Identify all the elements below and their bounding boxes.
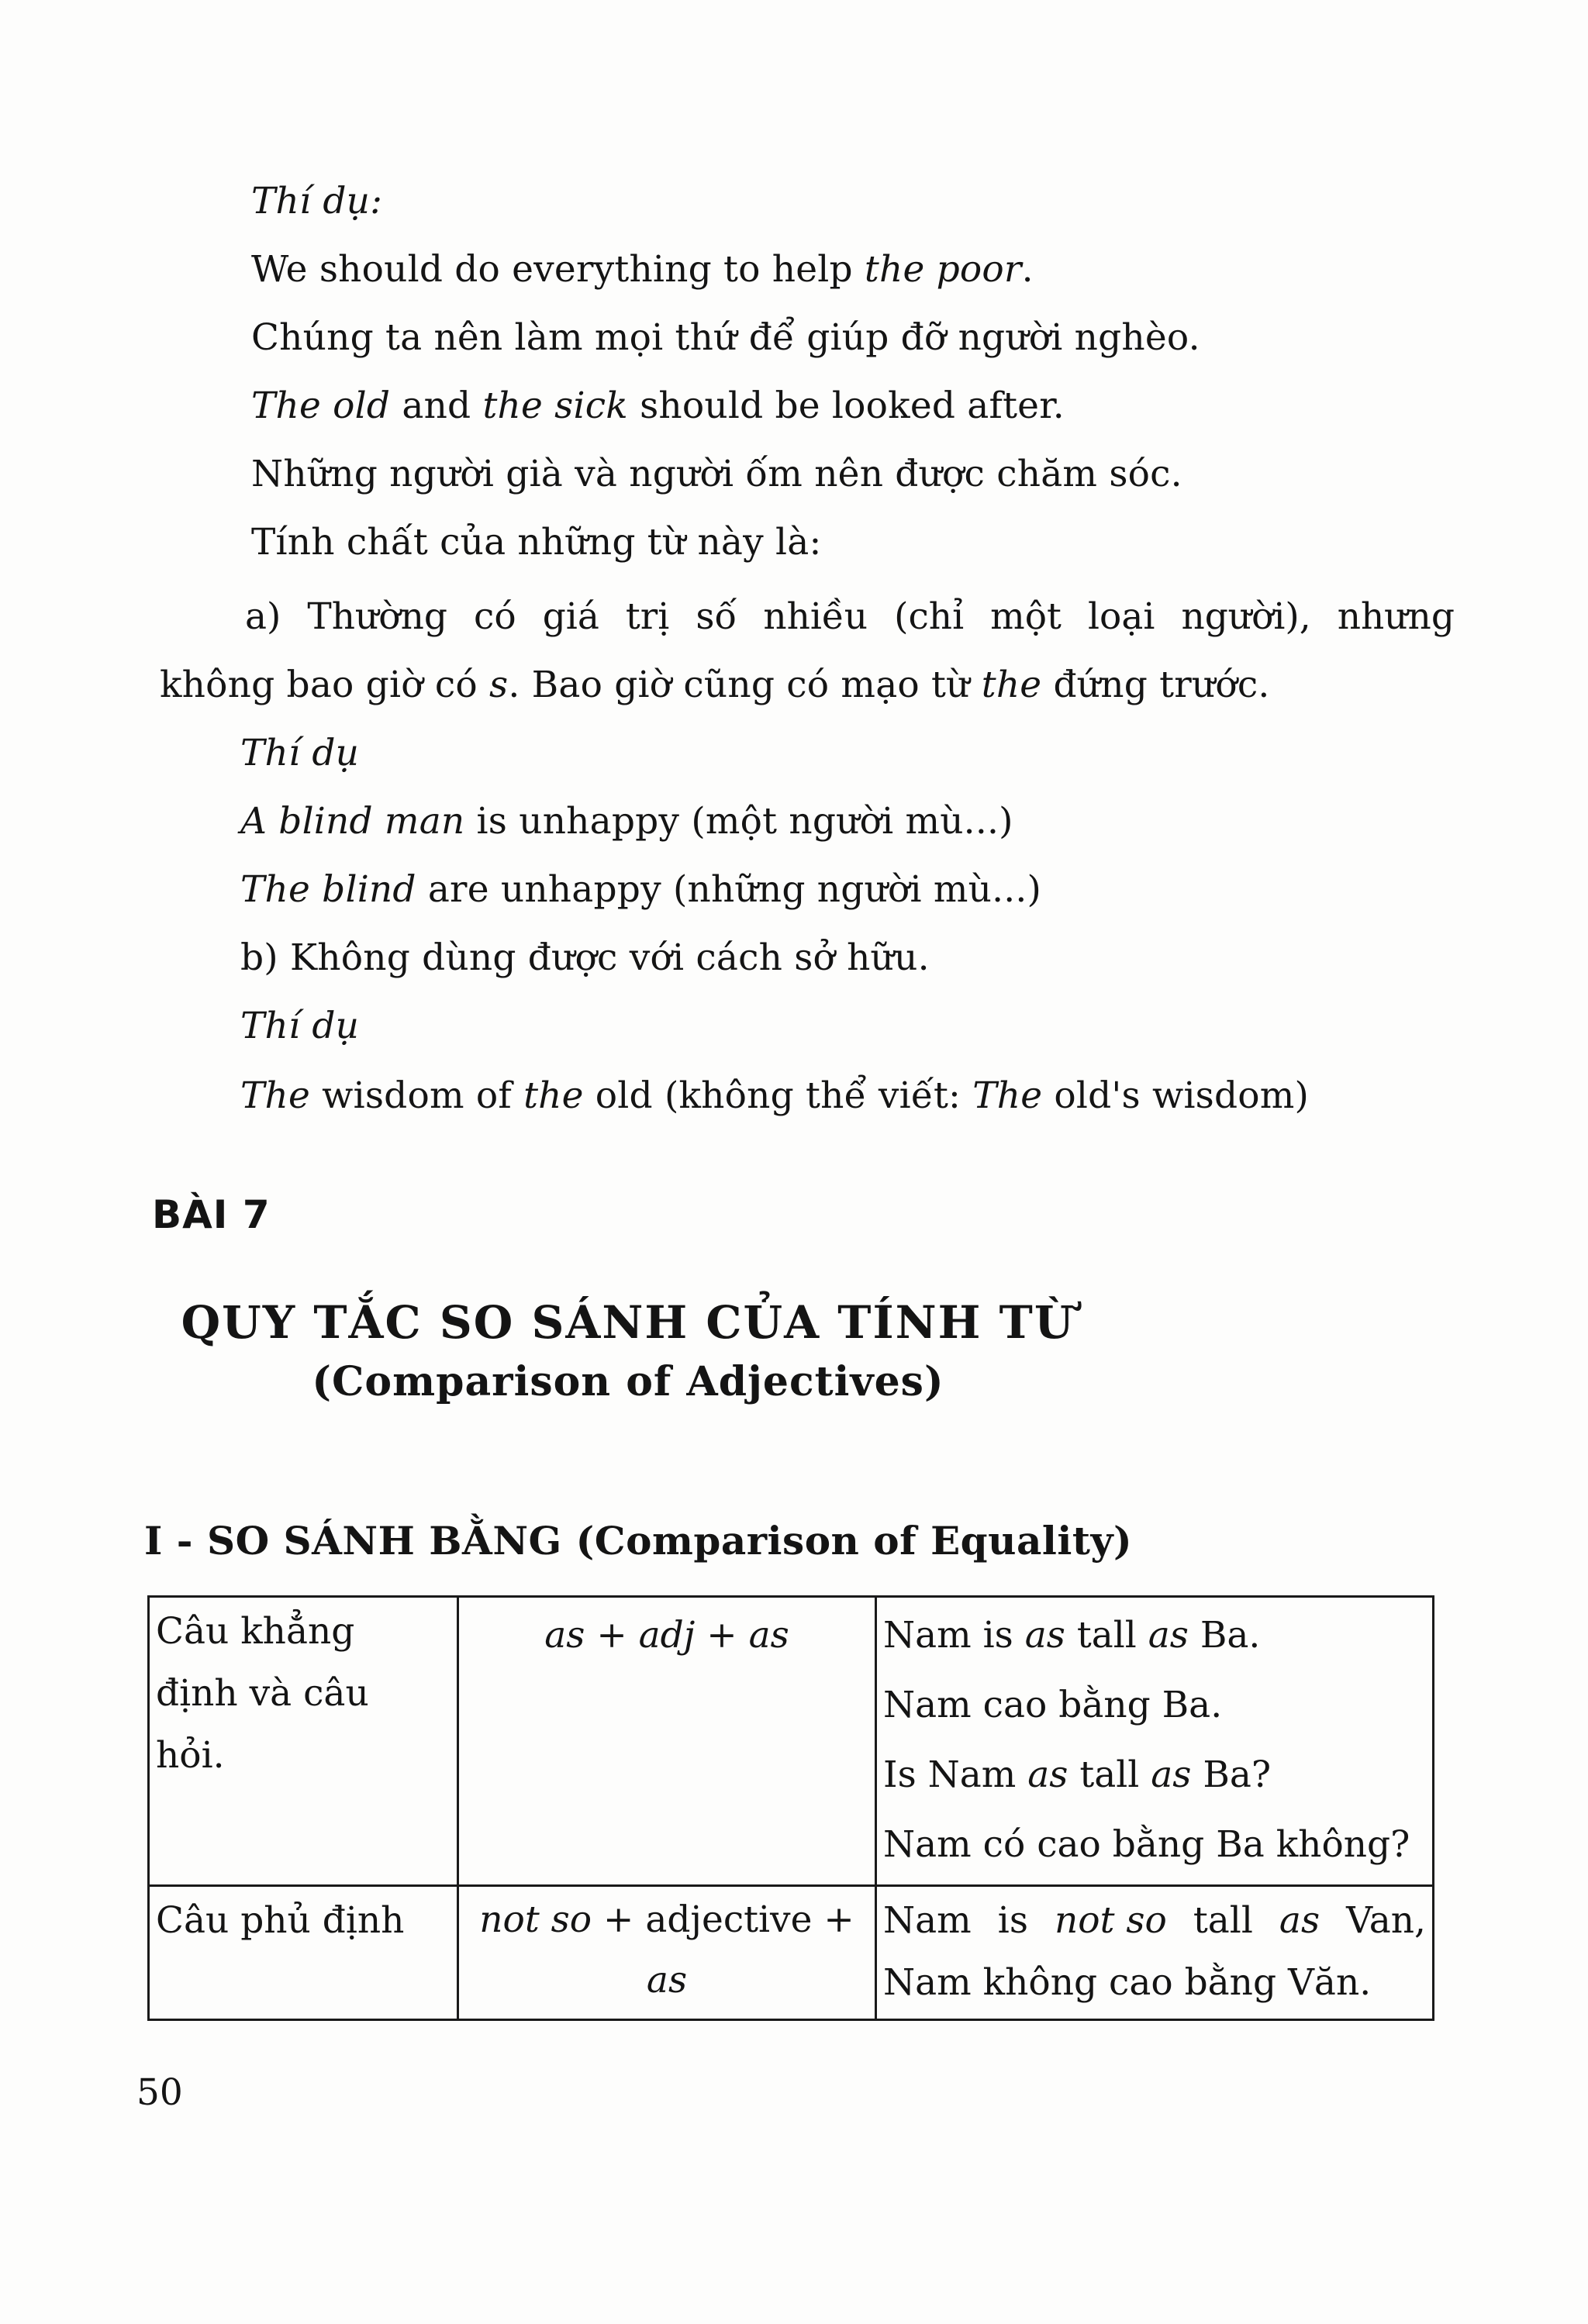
word: a) (245, 595, 281, 638)
cell-text: Nam is not so tall as Van, (883, 1899, 1426, 1942)
vietnamese-translation: Những người già và người ốm nên được chăm sóc. (251, 453, 1182, 495)
property-b: b) Không dùng được với cách sở hữu. (240, 936, 930, 979)
lesson-title: QUY TẮC SO SÁNH CỦA TÍNH TỪ (181, 1296, 1075, 1349)
word: nhưng (1337, 595, 1455, 638)
english-example: The wisdom of the old (không thể viết: The old's wisdom) (240, 1074, 1310, 1117)
property-a-continuation: không bao giờ có s. Bao giờ cũng có mạo từ the đứng trước. (160, 664, 1270, 706)
english-example: The old and the sick should be looked after. (251, 384, 1065, 427)
cell-text: Nam không cao bằng Văn. (883, 1961, 1372, 2004)
word: trị (625, 595, 670, 638)
page-number: 50 (136, 2071, 183, 2114)
table-row (149, 1886, 1434, 2020)
lesson-subtitle: (Comparison of Adjectives) (312, 1358, 944, 1405)
formula-cell (458, 1886, 876, 2020)
example-label: Thí dụ (240, 1005, 360, 1047)
cell-text: Nam cao bằng Ba. (883, 1684, 1223, 1726)
comparison-table (147, 1595, 1434, 2021)
english-example: The blind are unhappy (những người mù...) (240, 868, 1042, 911)
example-label: Thí dụ: (251, 180, 383, 222)
word: người), (1181, 595, 1311, 638)
english-example: A blind man is unhappy (một người mù...) (240, 800, 1013, 843)
cell-text: Câu khẳng (156, 1610, 355, 1653)
word: (chỉ (894, 595, 965, 638)
cell-text: as (646, 1959, 688, 2002)
cell-text: Nam có cao bằng Ba không? (883, 1823, 1410, 1866)
formula-cell (458, 1597, 876, 1886)
sentence-type-cell (149, 1886, 458, 2020)
cell-text: Câu phủ định (156, 1899, 405, 1942)
example-cell (876, 1886, 1434, 2020)
cell-text: định và câu (156, 1672, 369, 1715)
english-example: We should do everything to help the poor. (251, 248, 1034, 291)
example-label: Thí dụ (240, 732, 360, 774)
word: giá (542, 595, 599, 638)
word: nhiều (763, 595, 868, 638)
word: loại (1088, 595, 1155, 638)
cell-text: Nam is as tall as Ba. (883, 1614, 1261, 1657)
example-cell (876, 1597, 1434, 1886)
vietnamese-translation: Chúng ta nên làm mọi thứ để giúp đỡ người nghèo. (251, 316, 1200, 359)
cell-text: hỏi. (156, 1734, 225, 1777)
sentence-type-cell (149, 1597, 458, 1886)
section-heading: I - SO SÁNH BẰNG (Comparison of Equality) (144, 1518, 1133, 1564)
property-a (245, 595, 1455, 639)
properties-intro: Tính chất của những từ này là: (251, 521, 822, 564)
cell-text: not so + adjective + (479, 1898, 854, 1941)
table-row (149, 1597, 1434, 1886)
cell-text: Is Nam as tall as Ba? (883, 1753, 1272, 1796)
word: số (696, 595, 737, 638)
word: Thường (307, 595, 447, 638)
lesson-label: BÀI 7 (152, 1192, 271, 1237)
word: một (990, 595, 1062, 638)
word: có (474, 595, 516, 638)
cell-text: as + adj + as (544, 1614, 789, 1657)
